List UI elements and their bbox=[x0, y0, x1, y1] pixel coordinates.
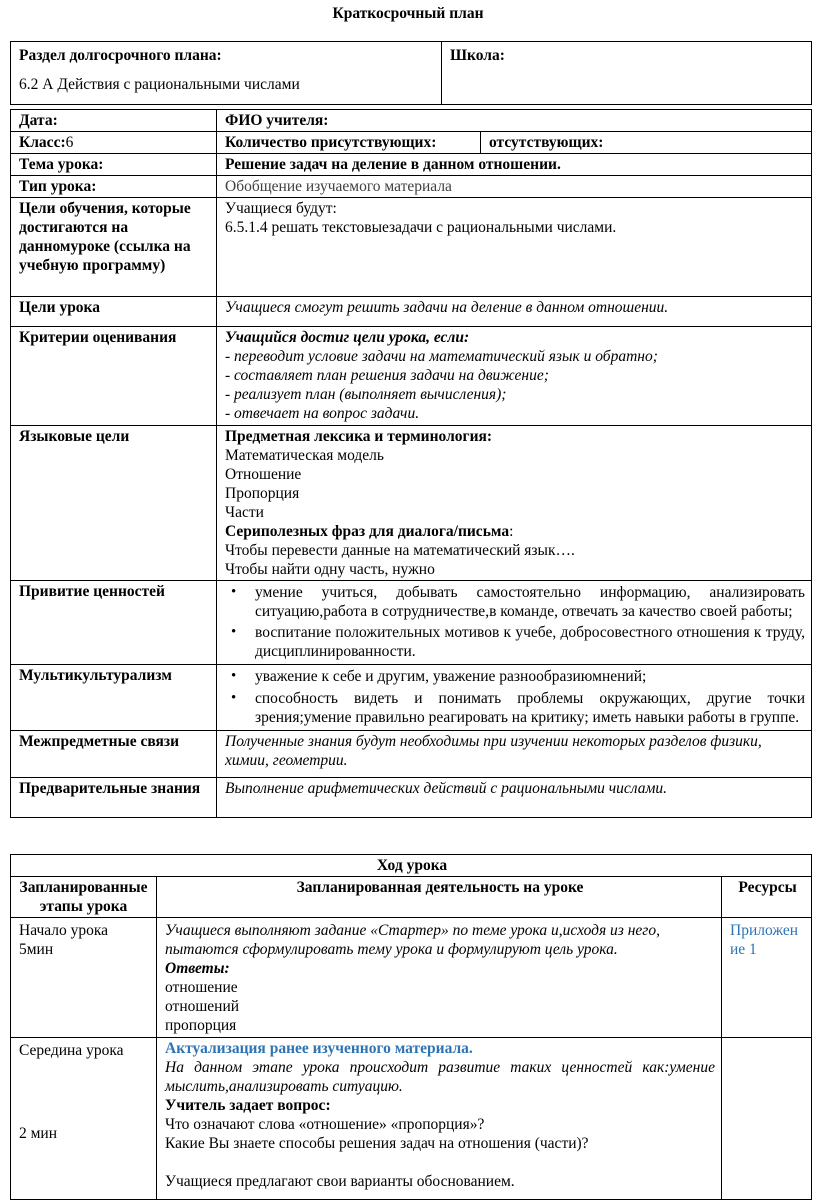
absent-label: отсутствующих: bbox=[489, 134, 604, 151]
prior-label: Предварительные знания bbox=[19, 780, 201, 797]
answer-item: отношений bbox=[165, 998, 240, 1015]
resource-link[interactable]: Приложение 1 bbox=[730, 922, 799, 958]
lang-term: Отношение bbox=[225, 466, 302, 483]
criteria-item: - составляет план решения задачи на движение; bbox=[225, 367, 549, 384]
stage-middle: Середина урока bbox=[19, 1042, 124, 1059]
teacher-cell bbox=[217, 110, 812, 132]
class-label: Класс: bbox=[19, 134, 66, 151]
class-cell bbox=[11, 132, 217, 154]
date-label: Дата: bbox=[19, 112, 58, 129]
lang-phrases-heading: Сериполезных фраз для диалога/письма bbox=[225, 523, 510, 540]
inter-value: Полученные знания будут необходимы при изучении некоторых разделов физики, химии, геометрии. bbox=[225, 733, 762, 769]
section-label: Раздел долгосрочного плана: bbox=[19, 47, 222, 64]
lesson-goals-label: Цели урока bbox=[19, 299, 101, 316]
goals-label: Цели обучения, которые достигаются на данномуроке (ссылка на учебную программу) bbox=[19, 200, 191, 274]
type-label: Тип урока: bbox=[19, 178, 97, 195]
values-item: • умение учиться, добывать самостоятельно информацию, анализировать ситуацию,работа в сотрудничестве,в команде, отвечать за качество своей работы; bbox=[225, 583, 805, 621]
values-item: • воспитание положительных мотивов к учебе, добросовестного отношения к труду, дисциплинированности. bbox=[225, 623, 805, 661]
header-table bbox=[10, 41, 812, 105]
criteria-item: - реализует план (выполняет вычисления); bbox=[225, 386, 507, 403]
goals-value-2: 6.5.1.4 решать текстовыезадачи с рациональными числами. bbox=[225, 219, 617, 236]
criteria-item: - отвечает на вопрос задачи. bbox=[225, 405, 420, 422]
lang-phrase: Чтобы перевести данные на математический язык…. bbox=[225, 542, 575, 559]
stage-middle-time: 2 мин bbox=[19, 1125, 58, 1142]
multi-item: • уважение к себе и другим, уважение разнообразиюмнений; bbox=[225, 667, 805, 686]
answer-item: пропорция bbox=[165, 1017, 237, 1034]
lang-phrase: Чтобы найти одну часть, нужно bbox=[225, 561, 435, 578]
row2-closing: Учащиеся предлагают свои варианты обоснованием. bbox=[165, 1173, 515, 1190]
multi-item: • способность видеть и понимать проблемы окружающих, другие точки зрения;умение правильно реагировать на критику; иметь навыки работы в группе. bbox=[225, 689, 805, 727]
question-label: Учитель задает вопрос: bbox=[165, 1097, 331, 1114]
lang-term: Пропорция bbox=[225, 485, 300, 502]
topic-label: Тема урока: bbox=[19, 156, 104, 173]
lang-phrases-colon: : bbox=[509, 523, 514, 540]
topic-value: Решение задач на деление в данном отношении. bbox=[225, 156, 561, 173]
present-cell bbox=[217, 132, 481, 154]
class-value: 6 bbox=[65, 134, 74, 151]
multi-label: Мультикультурализм bbox=[19, 667, 172, 684]
page-title: Краткосрочный план bbox=[332, 5, 484, 22]
course-title: Ход урока bbox=[376, 857, 448, 874]
inter-label: Межпредметные связи bbox=[19, 733, 180, 750]
prior-value: Выполнение арифметических действий с рациональными числами. bbox=[225, 780, 668, 797]
lesson-goals-value: Учащиеся смогут решить задачи на деление в данном отношении. bbox=[225, 299, 669, 316]
date-cell bbox=[11, 110, 217, 132]
question-item: Какие Вы знаете способы решения задач на отношения (части)? bbox=[165, 1135, 589, 1152]
absent-cell bbox=[481, 132, 812, 154]
answer-item: отношение bbox=[165, 979, 238, 996]
present-label: Количество присутствующих: bbox=[225, 134, 437, 151]
teacher-label: ФИО учителя: bbox=[225, 112, 329, 129]
stage-start: Начало урока bbox=[19, 922, 109, 939]
lang-heading: Предметная лексика и терминология: bbox=[225, 428, 493, 445]
lang-term: Части bbox=[225, 504, 264, 521]
section-value: 6.2 А Действия с рациональными числами bbox=[19, 76, 300, 93]
col-resources: Ресурсы bbox=[738, 879, 797, 896]
row1-activity: Учащиеся выполняют задание «Стартер» по теме урока и,исходя из него, пытаются сформулировать тему урока и формулируют цель урока. bbox=[165, 922, 660, 958]
answers-label: Ответы: bbox=[165, 960, 230, 977]
col-stages: Запланированные этапы урока bbox=[19, 879, 148, 915]
school-cell bbox=[442, 42, 812, 105]
course-table bbox=[10, 854, 812, 1200]
type-value: Обобщение изучаемого материала bbox=[225, 178, 452, 195]
school-label: Школа: bbox=[450, 47, 505, 64]
row2-heading: Актуализация ранее изученного материала. bbox=[165, 1040, 473, 1057]
values-label: Привитие ценностей bbox=[19, 583, 165, 600]
col-activity: Запланированная деятельность на уроке bbox=[296, 879, 584, 896]
info-table bbox=[10, 109, 812, 818]
section-cell bbox=[11, 42, 442, 105]
criteria-label: Критерии оценивания bbox=[19, 329, 177, 346]
question-item: Что означают слова «отношение» «пропорция»? bbox=[165, 1116, 485, 1133]
lang-label: Языковые цели bbox=[19, 428, 130, 445]
criteria-heading: Учащийся достиг цели урока, если: bbox=[225, 329, 470, 346]
lang-term: Математическая модель bbox=[225, 447, 384, 464]
goals-value-1: Учащиеся будут: bbox=[225, 200, 337, 217]
stage-start-time: 5мин bbox=[19, 941, 54, 958]
row2-intro: На данном этапе урока происходит развитие таких ценностей как:умение мыслить,анализировать ситуацию. bbox=[165, 1059, 715, 1095]
criteria-item: - переводит условие задачи на математический язык и обратно; bbox=[225, 348, 658, 365]
